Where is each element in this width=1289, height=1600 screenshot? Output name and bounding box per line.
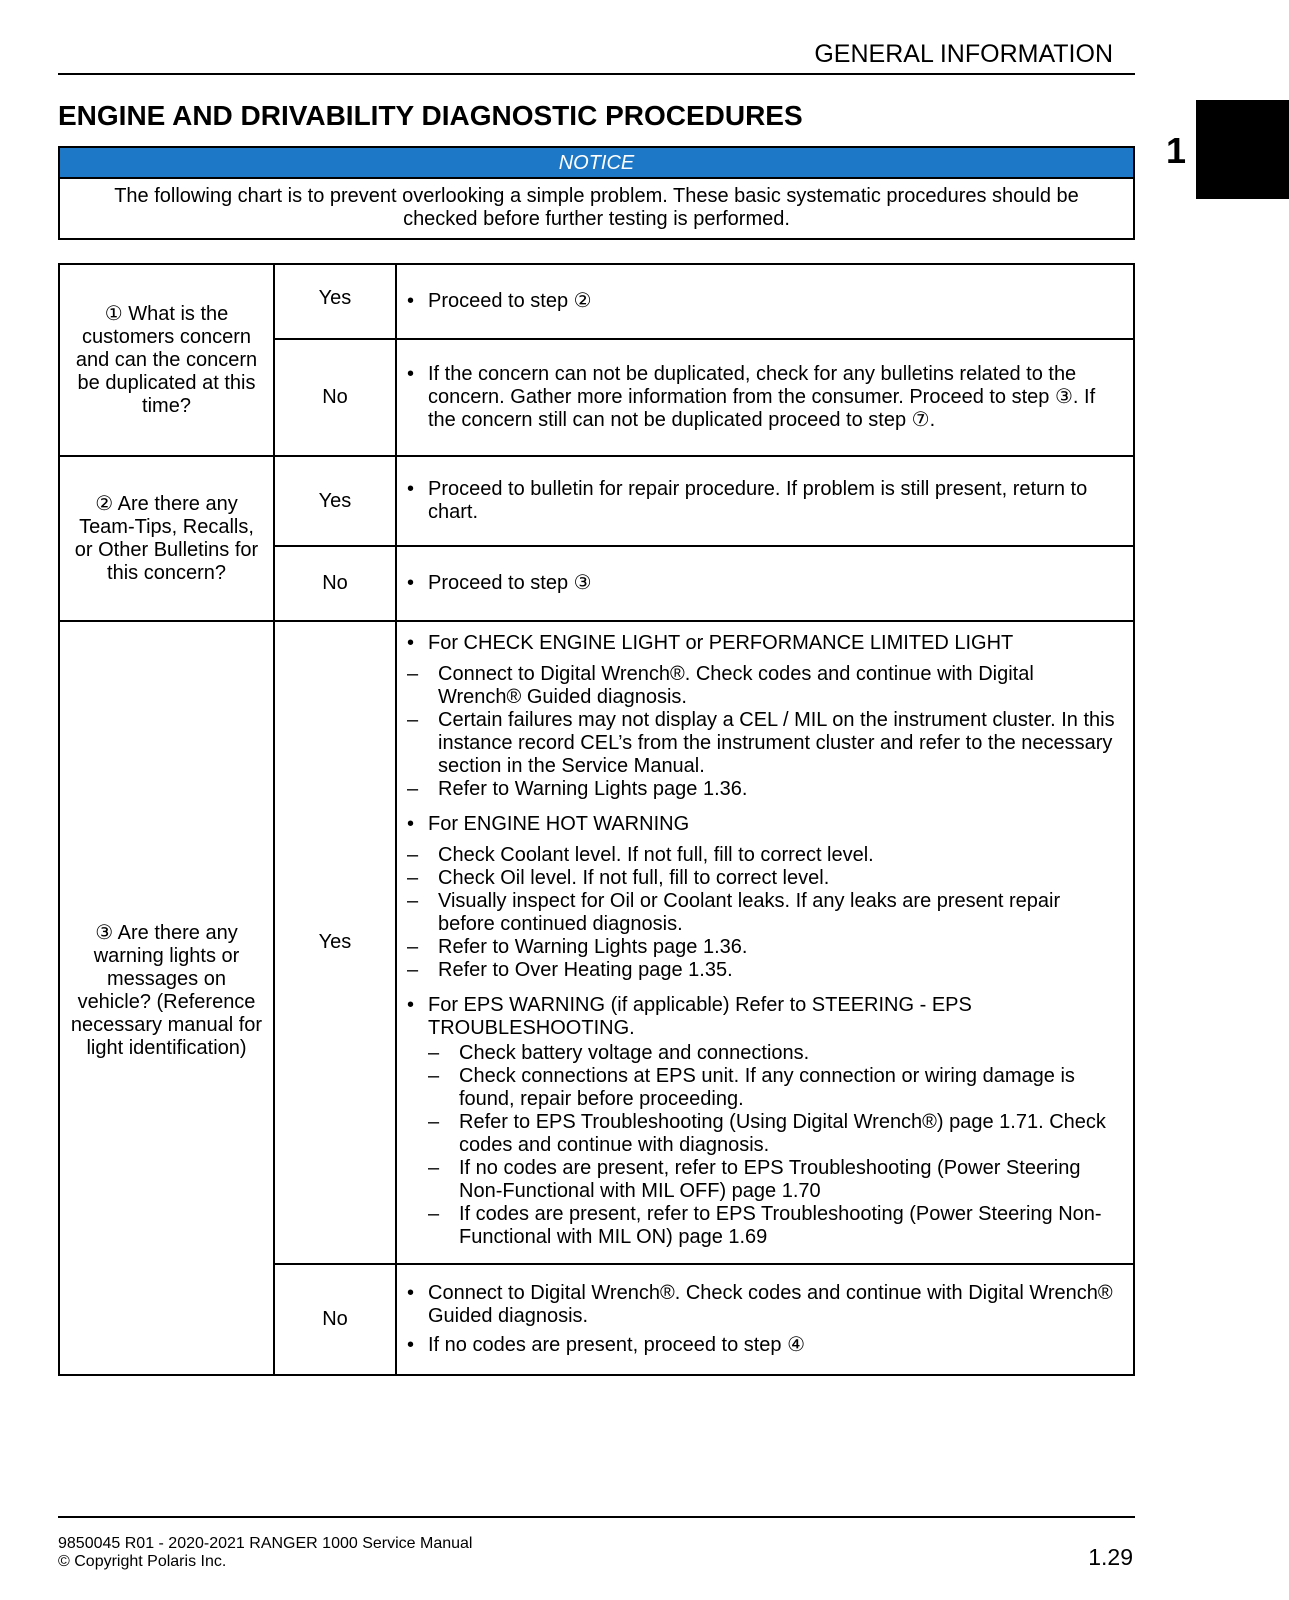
step-1-no-action	[396, 339, 1134, 456]
notice-box	[58, 146, 1135, 240]
step-1-yes-label: Yes	[274, 264, 396, 339]
table-row	[59, 456, 1134, 546]
step-3-no-label: No	[274, 1264, 396, 1375]
chapter-tab	[1196, 100, 1289, 199]
list-item: – Check battery voltage and connections.	[428, 1042, 810, 1064]
notice-heading: NOTICE	[60, 148, 1133, 179]
list-item: • For ENGINE HOT WARNING	[407, 813, 690, 835]
step-2-yes-action	[396, 456, 1134, 546]
list-item: – Check connections at EPS unit. If any connection or wiring damage is found, repair before proceeding.	[428, 1065, 1075, 1110]
list-item: – Check Oil level. If not full, fill to correct level.	[407, 867, 830, 889]
step-1-no-label: No	[274, 339, 396, 456]
list-item: – If codes are present, refer to EPS Troubleshooting (Power Steering Non-Functional with MIL ON) page 1.69	[428, 1203, 1102, 1248]
notice-text: The following chart is to prevent overlooking a simple problem. These basic systematic procedures should be checked before further testing is performed.	[114, 185, 1079, 230]
step-2-yes-label: Yes	[274, 456, 396, 546]
list-item: – Connect to Digital Wrench®. Check codes and continue with Digital Wrench® Guided diagnosis.	[407, 663, 1034, 708]
list-item: – Certain failures may not display a CEL / MIL on the instrument cluster. In this instance record CEL’s from the instrument cluster and refer to the necessary section in the Service Manual.	[407, 709, 1115, 777]
page-number: 1.29	[1088, 1544, 1133, 1570]
footer-copyright: © Copyright Polaris Inc.	[58, 1553, 227, 1570]
step-3-yes-label: Yes	[274, 621, 396, 1264]
list-item: • For CHECK ENGINE LIGHT or PERFORMANCE LIMITED LIGHT	[407, 632, 1014, 654]
list-item: – Refer to Warning Lights page 1.36.	[407, 936, 748, 958]
chapter-number: 1	[1166, 130, 1187, 171]
step-2-no-action	[396, 546, 1134, 621]
table-row	[59, 264, 1134, 339]
page-title: ENGINE AND DRIVABILITY DIAGNOSTIC PROCEDURES	[58, 100, 803, 131]
list-item: • Connect to Digital Wrench®. Check codes and continue with Digital Wrench® Guided diagnosis.	[407, 1282, 1113, 1327]
step-3-yes-action	[396, 621, 1134, 1264]
step-2-question: ② Are there any Team-Tips, Recalls, or Other Bulletins for this concern?	[59, 456, 274, 621]
diagnostic-table	[58, 263, 1135, 1376]
step-1-yes-action	[396, 264, 1134, 339]
list-item: – Visually inspect for Oil or Coolant leaks. If any leaks are present repair before continued diagnosis.	[407, 890, 1061, 935]
list-item: – Refer to Warning Lights page 1.36.	[407, 778, 748, 800]
step-2-no-label: No	[274, 546, 396, 621]
list-item: • Proceed to bulletin for repair procedure. If problem is still present, return to chart.	[407, 478, 1088, 523]
footer-doc-info	[58, 1535, 472, 1571]
list-item: • Proceed to step ③	[407, 572, 592, 594]
list-item: – Refer to EPS Troubleshooting (Using Digital Wrench®) page 1.71. Check codes and continue with diagnosis.	[428, 1111, 1106, 1156]
list-item: – Refer to Over Heating page 1.35.	[407, 959, 733, 981]
list-item: – If no codes are present, refer to EPS Troubleshooting (Power Steering Non-Functional with MIL OFF) page 1.70	[428, 1157, 1081, 1202]
table-row	[59, 621, 1134, 1264]
footer-doc-title: 9850045 R01 - 2020-2021 RANGER 1000 Service Manual	[58, 1535, 473, 1552]
step-1-question: ① What is the customers concern and can the concern be duplicated at this time?	[59, 264, 274, 456]
list-item: – Check Coolant level. If not full, fill to correct level.	[407, 844, 874, 866]
list-item: • Proceed to step ②	[407, 290, 592, 312]
step-3-question: ③ Are there any warning lights or messages on vehicle? (Reference necessary manual for light identification)	[59, 621, 274, 1375]
list-item: • For EPS WARNING (if applicable) Refer to STEERING - EPS TROUBLESHOOTING.	[407, 994, 972, 1039]
list-item: • If no codes are present, proceed to step ④	[407, 1334, 806, 1356]
list-item: • If the concern can not be duplicated, check for any bulletins related to the concern. Gather more information from the consumer. Proceed to step ③. If the concern still can not be duplicated proceed to step ⑦.	[407, 363, 1096, 431]
section-header: GENERAL INFORMATION	[814, 40, 1113, 68]
step-3-no-action	[396, 1264, 1134, 1375]
header-rule	[58, 73, 1135, 75]
footer-rule	[58, 1516, 1135, 1518]
